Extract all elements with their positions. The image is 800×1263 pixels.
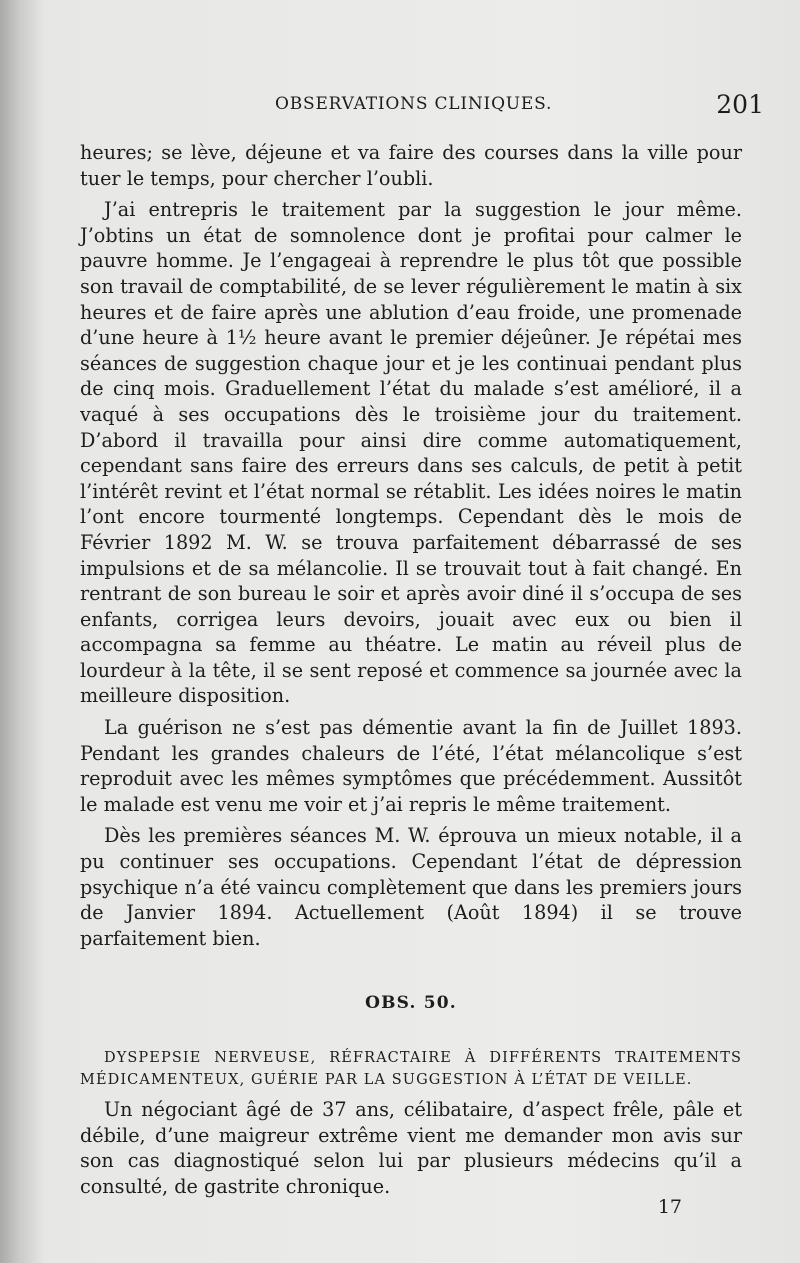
observation-subtitle: DYSPEPSIE NERVEUSE, RÉFRACTAIRE À DIFFÉRENTS TRAITEMENTS MÉDICAMENTEUX, GUÉRIE PAR LA SUGGESTION À L’ÉTAT DE VEILLE. xyxy=(80,1050,742,1088)
observation-heading: OBS. 50. xyxy=(365,993,457,1014)
paragraph-relapse: La guérison ne s’est pas démentie avant la fin de Juillet 1893. Pendant les grandes chaleurs de l’été, l’état mélancolique s’est reproduit avec les mêmes symptômes que précédemment. Aussitôt le malade est venu me voir et j’ai repris le même traitement. xyxy=(80,716,742,816)
paragraph-treatment: J’ai entrepris le traitement par la suggestion le jour même. J’obtins un état de somnolence dont je profitai pour calmer le pauvre homme. Je l’engageai à reprendre le plus tôt que possible son travail de comptabilité, de se lever régulièrement le matin à six heures et de faire après une ablution d’eau froide, une promenade d’une heure à 1½ heure avant le premier déjeûner. Je répétai mes séances de suggestion chaque jour et je les continuai pendant plus de cinq mois. Graduellement l’état du malade s’est amélioré, il a vaqué à ses occupations dès le troisième jour du traitement. D’abord il travailla pour ainsi dire comme automatiquement, cependant sans faire des erreurs dans ses calculs, de petit à petit l’intérêt revint et l’état normal se rétablit. Les idées noires le matin l’ont encore tourmenté longtemps. Cependant dès le mois de Février 1892 M. W. se trouva parfaitement débarrassé de ses impulsions et de sa mélancolie. Il se trouvait tout à fait changé. En rentrant de son bureau le soir et après avoir diné il s’occupa de ses enfants, corrigea leurs devoirs, jouait avec eux ou bien il accompagna sa femme au théatre. Le matin au réveil plus de lourdeur à la tête, il se sent reposé et commence sa journée avec la meilleure disposition. xyxy=(80,198,742,708)
page-body xyxy=(80,140,742,1205)
paragraph-recovery: Dès les premières séances M. W. éprouva un mieux notable, il a pu continuer ses occupations. Cependant l’état de dépression psychique n’a été vaincu complètement que dans les premiers jours de Janvier 1894. Actuellement (Août 1894) il se trouve parfaitement bien. xyxy=(80,824,742,950)
running-head xyxy=(80,90,764,128)
signature-number: 17 xyxy=(657,1196,682,1218)
paragraph-continuation: heures; se lève, déjeune et va faire des courses dans la ville pour tuer le temps, pour chercher l’oubli. xyxy=(80,141,742,190)
running-title: OBSERVATIONS CLINIQUES. xyxy=(275,94,553,114)
paragraph-case-intro: Un négociant âgé de 37 ans, célibataire, d’aspect frêle, pâle et débile, d’une maigreur extrême vient me demander mon avis sur son cas diagnostiqué selon lui par plusieurs médecins qu’il a consulté, de gastrite chronique. xyxy=(80,1098,742,1198)
page-number: 201 xyxy=(716,90,764,119)
